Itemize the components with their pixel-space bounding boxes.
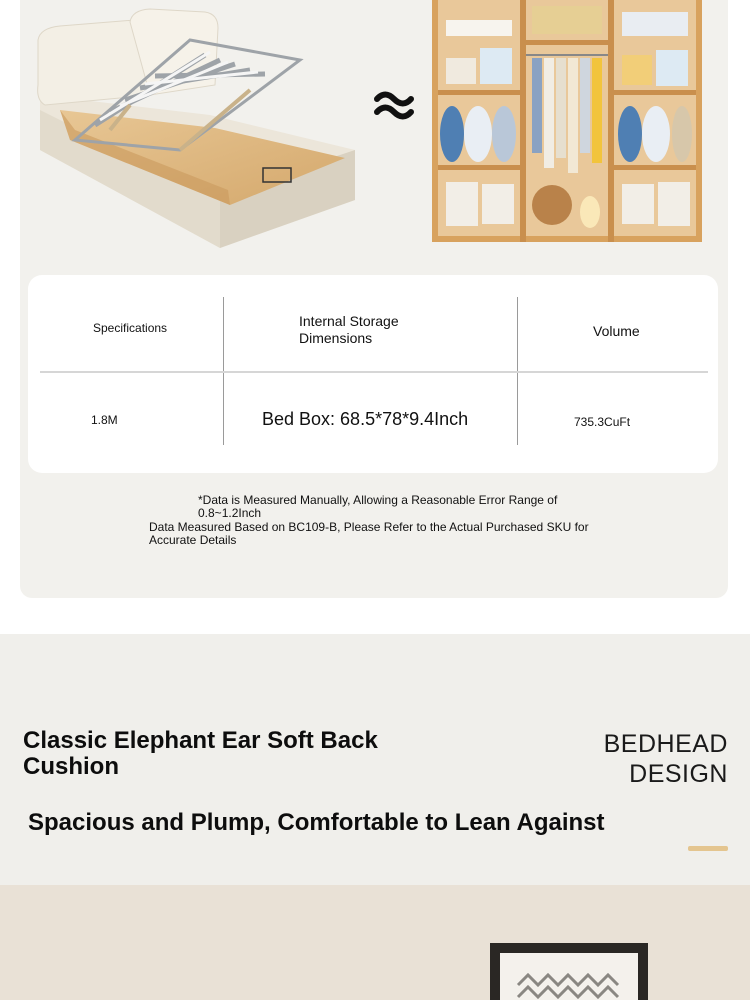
cell-specifications: 1.8M: [91, 413, 118, 427]
measurement-note: *Data is Measured Manually, Allowing a Reasonable Error Range of 0.8~1.2Inch: [198, 493, 558, 520]
header-volume: Volume: [593, 323, 640, 339]
header-storage-dimensions: Internal Storage Dimensions: [299, 313, 399, 346]
cell-volume: 735.3CuFt: [574, 415, 631, 429]
sku-note: Data Measured Based on BC109-B, Please Refer to the Actual Purchased SKU for Accurate Details: [149, 520, 589, 547]
section-tag: [604, 729, 728, 789]
cell-storage-dimensions: Bed Box: 68.5*78*9.4Inch: [262, 409, 469, 429]
storage-spec-table: [28, 275, 718, 473]
accent-bar: [688, 846, 728, 851]
feature-subtitle: Spacious and Plump, Comfortable to Lean Against: [28, 809, 605, 836]
approximately-equal-icon: [372, 82, 416, 126]
section-tag-line1: BEDHEAD: [603, 730, 728, 758]
feature-title: Classic Elephant Ear Soft Back Cushion: [23, 727, 378, 780]
wardrobe-image: [432, 0, 702, 242]
bedroom-photo: [0, 885, 750, 1000]
storage-bed-image: [0, 0, 380, 275]
header-specifications: Specifications: [93, 321, 168, 335]
feature-section: [0, 634, 750, 885]
row-divider: [40, 371, 708, 373]
section-tag-line2: DESIGN: [629, 760, 728, 788]
